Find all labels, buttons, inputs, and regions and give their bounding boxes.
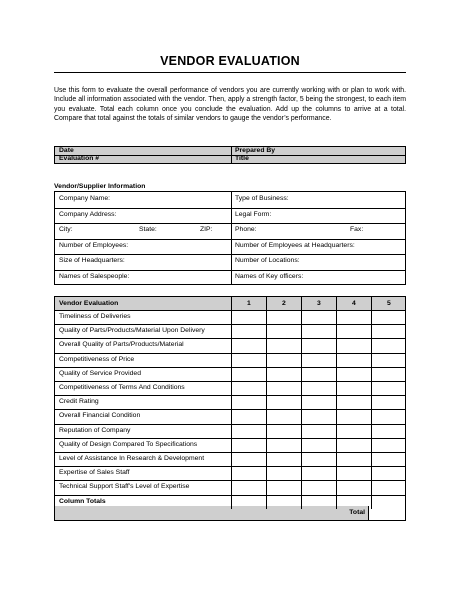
rating-cell-2[interactable] [267,452,301,466]
rating-cell-5[interactable] [372,424,406,438]
rating-cell-1[interactable] [232,438,266,452]
column-header-4: 4 [352,300,356,307]
rating-cell-3[interactable] [302,452,336,466]
evaluation-item-label: Overall Quality of Parts/Products/Material [59,341,184,349]
rating-cell-1[interactable] [232,395,266,409]
state-field[interactable]: State: [139,226,157,233]
rating-cell-2[interactable] [267,381,301,395]
rating-cell-1[interactable] [232,452,266,466]
evaluation-item-label: Quality of Design Compared To Specifications [59,440,198,448]
rating-cell-1[interactable] [232,310,266,324]
rating-cell-5[interactable] [372,338,406,352]
info-row [55,208,405,225]
column-totals-label: Column Totals [59,497,106,505]
evaluation-row [55,395,405,410]
page-title: VENDOR EVALUATION [160,54,300,68]
info-row [55,270,405,286]
evaluation-row [55,310,405,325]
rating-cell-3[interactable] [302,480,336,494]
info-row [55,254,405,271]
city-field[interactable]: City: [59,226,73,233]
employees-at-headquarters-field[interactable]: Number of Employees at Headquarters: [235,241,355,249]
evaluation-row [55,324,405,339]
column-header-2: 2 [282,300,286,307]
total-cell[interactable] [368,506,405,520]
rating-cell-1[interactable] [232,367,266,381]
evaluation-item-label: Reputation of Company [59,426,131,434]
evaluation-item-label: Expertise of Sales Staff [59,469,130,477]
rating-cell-5[interactable] [372,353,406,367]
evaluation-item-label: Technical Support Staff's Level of Expertise [59,483,190,491]
rating-cell-5[interactable] [372,409,406,423]
rating-cell-4[interactable] [337,310,371,324]
rating-cell-2[interactable] [267,353,301,367]
rating-cell-5[interactable] [372,367,406,381]
company-name-field[interactable]: Company Name: [59,195,110,202]
date-label: Date [59,147,74,154]
evaluation-row [55,424,405,439]
evaluation-number-label: Evaluation # [59,155,100,162]
rating-cell-2[interactable] [267,367,301,381]
evaluation-item-label: Timeliness of Deliveries [59,313,131,320]
rating-cell-5[interactable] [372,395,406,409]
info-row [55,223,405,240]
rating-cell-1[interactable] [232,338,266,352]
evaluation-row [55,480,405,495]
rating-cell-4[interactable] [337,338,371,352]
info-row [55,192,405,209]
number-of-locations-field[interactable]: Number of Locations: [235,257,300,264]
evaluation-row [55,367,405,382]
rating-cell-5[interactable] [372,324,406,338]
rating-cell-2[interactable] [267,324,301,338]
rating-cell-4[interactable] [337,409,371,423]
column-divider [266,297,267,509]
evaluation-item-label: Level of Assistance In Research & Development [59,455,205,462]
rating-cell-5[interactable] [372,452,406,466]
rating-cell-5[interactable] [372,381,406,395]
evaluation-row [55,353,405,368]
rating-cell-4[interactable] [337,395,371,409]
prepared-by-label: Prepared By [235,147,276,154]
column-header-5: 5 [387,300,391,307]
rating-cell-5[interactable] [372,438,406,452]
evaluation-row [55,338,405,353]
fax-field[interactable]: Fax: [350,226,364,233]
rating-cell-3[interactable] [302,367,336,381]
evaluation-header-row [55,297,405,311]
rating-cell-1[interactable] [232,466,266,480]
rating-cell-2[interactable] [267,338,301,352]
column-divider [231,297,232,509]
column-header-1: 1 [247,300,251,307]
evaluation-item-label: Competitiveness of Price [59,355,135,363]
info-row [55,239,405,256]
rating-cell-1[interactable] [232,381,266,395]
column-divider [371,297,372,509]
meta-table [54,146,406,164]
evaluation-row [55,452,405,467]
column-divider [336,297,337,509]
total-row [55,506,405,520]
rating-cell-5[interactable] [372,480,406,494]
total-label: Total [349,509,365,516]
rating-cell-2[interactable] [267,395,301,409]
rating-cell-2[interactable] [267,466,301,480]
legal-form-field[interactable]: Legal Form: [235,210,272,218]
evaluation-item-label: Competitiveness of Terms And Conditions [59,384,185,391]
rating-cell-5[interactable] [372,466,406,480]
zip-field[interactable]: ZIP: [200,226,213,233]
column-divider [301,297,302,509]
evaluation-row [55,409,405,424]
company-address-field[interactable]: Company Address: [59,210,117,218]
rating-cell-2[interactable] [267,310,301,324]
evaluation-header-label: Vendor Evaluation [59,300,119,307]
phone-field[interactable]: Phone: [235,226,257,233]
vendor-info-heading: Vendor/Supplier Information [54,183,146,190]
rating-cell-4[interactable] [337,353,371,367]
rating-cell-3[interactable] [302,438,336,452]
evaluation-row [55,381,405,396]
rating-cell-2[interactable] [267,424,301,438]
rating-cell-1[interactable] [232,424,266,438]
rating-cell-2[interactable] [267,480,301,494]
rating-cell-4[interactable] [337,452,371,466]
type-of-business-field[interactable]: Type of Business: [235,195,289,202]
evaluation-item-label: Quality of Service Provided [59,369,141,377]
rating-cell-4[interactable] [337,367,371,381]
number-of-employees-field[interactable]: Number of Employees: [59,241,129,249]
names-of-key-officers-field[interactable]: Names of Key officers: [235,272,304,280]
rating-cell-2[interactable] [267,409,301,423]
rating-cell-4[interactable] [337,324,371,338]
rating-cell-4[interactable] [337,381,371,395]
vendor-evaluation-table [54,296,406,521]
rating-cell-1[interactable] [232,353,266,367]
evaluation-item-label: Credit Rating [59,398,99,406]
rating-cell-1[interactable] [232,480,266,494]
rating-cell-3[interactable] [302,466,336,480]
rating-cell-3[interactable] [302,324,336,338]
rating-cell-4[interactable] [337,480,371,494]
intro-paragraph: Use this form to evaluate the overall performance of vendors you are currently working with or plan to work with. Include all information associated with the vendor. Then, apply a strength factor, 5 being the strongest, to each item you evaluate. Total each column once you conclude the evaluation. Add up the columns to arrive at a total. Compare that total against the totals of similar vendors to gauge the vendor’s performance. [54,87,406,123]
rating-cell-3[interactable] [302,409,336,423]
rating-cell-3[interactable] [302,353,336,367]
rating-cell-5[interactable] [372,310,406,324]
rating-cell-3[interactable] [302,424,336,438]
rating-cell-3[interactable] [302,381,336,395]
evaluation-row [55,438,405,453]
rating-cell-3[interactable] [302,395,336,409]
size-of-headquarters-field[interactable]: Size of Headquarters: [59,257,125,264]
rating-cell-1[interactable] [232,409,266,423]
rating-cell-3[interactable] [302,338,336,352]
rating-cell-2[interactable] [267,438,301,452]
rating-cell-1[interactable] [232,324,266,338]
rating-cell-4[interactable] [337,466,371,480]
title-rule [54,72,406,73]
evaluation-row [55,466,405,481]
evaluation-item-label: Overall Financial Condition [59,412,141,420]
vendor-info-table [54,191,406,285]
rating-cell-4[interactable] [337,424,371,438]
evaluation-item-label: Quality of Parts/Products/Material Upon Delivery [59,327,205,335]
rating-cell-4[interactable] [337,438,371,452]
title-label: Title [235,155,249,162]
names-of-salespeople-field[interactable]: Names of Salespeople: [59,272,130,280]
rating-cell-3[interactable] [302,310,336,324]
column-header-3: 3 [317,300,321,307]
